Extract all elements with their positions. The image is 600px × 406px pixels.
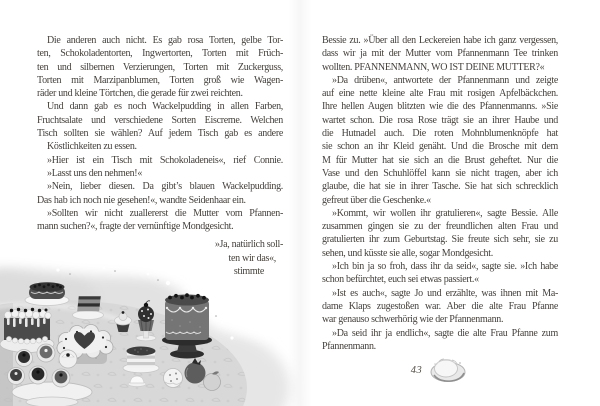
text-line: stimmte xyxy=(233,266,264,278)
right-page xyxy=(322,34,558,353)
text-line: Köstlichkeiten zu essen. xyxy=(47,141,137,153)
text-line: räder und kleine Törtchen, die gerade für zwei reichten. xyxy=(37,88,243,100)
text-line: »Nein, lieber diesen. Da gibt’s blauen Wackelpudding. xyxy=(47,181,283,193)
text-line: Das hab ich noch nie gesehen!«, wandte Seidenhaar ein. xyxy=(37,194,246,206)
text-line: Bessie zu. »Über all den Leckereien habe ich ganz vergessen, xyxy=(322,35,558,46)
text-line: Und dann gab es noch Wackelpudding in allen Farben, xyxy=(47,101,283,113)
text-line: »Sollten wir nicht zuallererst die Mutter vom Pfannen- xyxy=(47,207,283,219)
pancake-in-pan-illustration xyxy=(427,355,469,385)
text-line: sie schon an ihr Kleid genäht. Und die Brosche mit dem xyxy=(322,141,558,153)
text-line: »Da drüben«, antwortete der Pfannenmann und zeigte xyxy=(332,74,558,86)
text-line: »Ja, natürlich soll- xyxy=(214,239,283,251)
text-line: ten und silbernen Verzierungen, Torten mit Zuckerguss, xyxy=(37,61,283,73)
text-line: wollten. PFANNENMANN, WO IST DEINE MUTTER?« xyxy=(322,61,545,73)
text-line: »Kommt, wir wollen ihr gratulieren«, sagte Bessie. Alle xyxy=(332,207,558,219)
text-line: die Hutnadel auch. Die roten Mohnblumenknöpfe hat xyxy=(322,128,558,140)
page-number: 43 xyxy=(410,364,423,376)
text-line: »Ist es auch«, sagte Jo und erzählte, was ihnen mit Ma- xyxy=(332,287,558,299)
text-line: Ihre hellen Augen blitzten wie die des Pfannenmanns. »Sie xyxy=(322,101,558,113)
spine-shadow xyxy=(288,0,312,406)
text-line: »Hier ist ein Tisch mit Schokoladeneis«, rief Connie. xyxy=(47,154,283,166)
text-line: Tisch sollten sie wählen? Auf jedem Tisch gab es andere xyxy=(37,128,283,140)
text-line: mann suchen?«, fragte der vernünftige Mondgesicht. xyxy=(37,221,234,233)
text-line: gratulierten ihr zum Geburtstag. Sie freute sich sehr, sie zu xyxy=(322,234,558,246)
text-line: Torten mit Marzipanblumen, Torten groß wie Wagen- xyxy=(37,74,283,86)
text-line: zusammen gingen sie zu der freundlichen alten Frau und xyxy=(322,221,558,233)
text-line: war genauso schwerhörig wie der Pfannenmann. xyxy=(322,314,504,326)
text-line: Pfannenmann. xyxy=(322,340,376,352)
text-line: Fruchtsalate und verschiedene Sorten Eiscreme. Welchen xyxy=(37,114,283,126)
text-line: wartet schon. Die rosa Rose trägt sie an ihrer Haube und xyxy=(322,114,558,126)
text-line: »Ich bin ja so froh, dass ihr da seid«, sagte sie. »Ich habe xyxy=(332,261,558,273)
right-page-footer xyxy=(322,349,558,391)
text-line: gefreut über die Geschenke.« xyxy=(322,194,431,206)
text-line: ten wir das«, xyxy=(228,252,276,264)
text-line: sehen, und küsste sie alle, sogar Mondgesicht. xyxy=(322,247,493,259)
text-line: Vase und den Schuhlöffel kann sie nicht tragen, aber ich xyxy=(322,167,558,179)
text-line: ten, Schokoladentorten, Ingwertorten, Torten mit Früch- xyxy=(37,48,283,60)
text-line: »Da seid ihr ja endlich«, sagte die alte Frau Pfanne zum xyxy=(332,327,558,339)
text-line: Die anderen auch nicht. Es gab rosa Torten, gelbe Tor- xyxy=(47,35,283,46)
oval-berry-cake xyxy=(25,282,69,305)
text-line: schon befürchtet, euch sei etwas passiert.« xyxy=(322,274,479,286)
text-line: »Lasst uns den nehmen!« xyxy=(47,167,143,179)
text-line: glaube, die hat sie in ihrer Tasche. Sie hat sich schrecklich xyxy=(322,181,558,193)
text-line: auf eine nette kleine alte Frau mit rosigen Apfelbäckchen. xyxy=(322,88,558,100)
text-line: dass wir ja mit der Mutter vom Pfannenmann Tee trinken xyxy=(322,48,558,60)
text-line: M für Mutter hat sie sich an die Brust geheftet. Nur die xyxy=(322,154,558,166)
left-page xyxy=(37,34,283,278)
text-line: dame Klaps zugestoßen war. Aber die alte Frau Pfanne xyxy=(322,300,558,312)
